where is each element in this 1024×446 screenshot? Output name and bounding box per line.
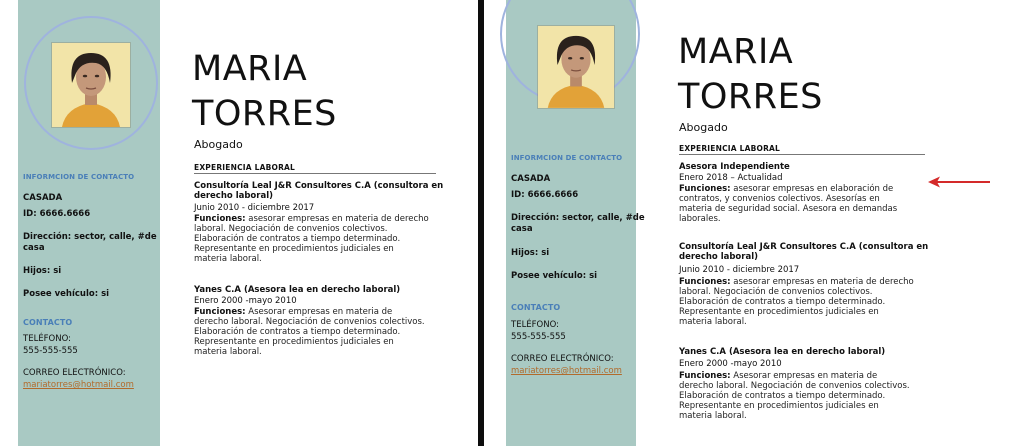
contact-info-heading: INFORMCION DE CONTACTO (511, 154, 623, 162)
section-divider (679, 154, 925, 155)
functions-label: Funciones: (679, 184, 731, 194)
name-last: TORRES (192, 94, 337, 134)
children-info: Hijos: si (511, 248, 550, 258)
name-first: MARIA (678, 32, 794, 72)
profession: Abogado (679, 121, 728, 134)
phone-label: TELÉFONO: (511, 320, 560, 330)
functions-label: Funciones: (194, 307, 246, 317)
experience-heading: EXPERIENCIA LABORAL (679, 144, 781, 153)
children-info: Hijos: si (23, 266, 62, 276)
job-description (194, 214, 429, 264)
phone-value: 555-555-555 (511, 332, 566, 342)
job-description (679, 371, 914, 421)
address-line-1: Dirección: sector, calle, #de (511, 213, 645, 223)
name-last: TORRES (678, 77, 823, 117)
job-dates: Enero 2018 – Actualidad (679, 173, 783, 183)
resume-page-before (0, 0, 478, 446)
functions-text: Asesorar empresas en materia de derecho laboral. Negociación de convenios colectivos. Elaboración de contratos a tiempo determinado. Representante en procedimientos judiciales en materia laboral. (194, 307, 425, 357)
functions-label: Funciones: (679, 371, 731, 381)
contact-heading: CONTACTO (511, 303, 561, 312)
email-label: CORREO ELECTRÓNICO: (511, 354, 614, 364)
resume-sidebar (506, 0, 645, 446)
red-arrow-icon (926, 174, 992, 190)
job-description (194, 307, 429, 357)
address-line-2: casa (511, 224, 533, 234)
address-line-1: Dirección: sector, calle, #de (23, 232, 157, 242)
profile-photo (52, 43, 130, 127)
id-number: ID: 6666.6666 (23, 209, 91, 219)
job-dates: Junio 2010 - diciembre 2017 (679, 265, 800, 275)
resume-page-after (484, 0, 1024, 446)
job-title: Asesora Independiente (679, 162, 790, 172)
contact-heading: CONTACTO (23, 318, 73, 327)
resume-sidebar (18, 0, 160, 446)
job-title: Consultoría Leal J&R Consultores C.A (consultora en derecho laboral) (194, 181, 444, 201)
job-description (679, 277, 914, 327)
job-dates: Enero 2000 -mayo 2010 (679, 359, 782, 369)
section-divider (194, 173, 436, 174)
profile-photo (538, 26, 614, 108)
vehicle-info: Posee vehículo: si (511, 271, 598, 281)
functions-label: Funciones: (194, 214, 246, 224)
job-title: Yanes C.A (Asesora lea en derecho laboral) (679, 347, 886, 357)
phone-value: 555-555-555 (23, 346, 78, 356)
job-title: Yanes C.A (Asesora lea en derecho laboral) (194, 285, 401, 295)
job-title: Consultoría Leal J&R Consultores C.A (consultora en derecho laboral) (679, 242, 929, 262)
email-label: CORREO ELECTRÓNICO: (23, 368, 126, 378)
id-number: ID: 6666.6666 (511, 190, 579, 200)
functions-text: asesorar empresas en materia de derecho laboral. Negociación de convenios colectivos. Elaboración de contratos a tiempo determinado. Representante en procedimientos judiciales en materia laboral. (679, 277, 914, 327)
phone-label: TELÉFONO: (23, 334, 72, 344)
marital-status: CASADA (511, 174, 551, 184)
job-dates: Junio 2010 - diciembre 2017 (194, 203, 315, 213)
email-link[interactable]: mariatorres@hotmail.com (511, 366, 622, 376)
contact-info-heading: INFORMCION DE CONTACTO (23, 173, 135, 181)
job-description (679, 184, 914, 224)
functions-label: Funciones: (679, 277, 731, 287)
address-line-2: casa (23, 243, 45, 253)
vehicle-info: Posee vehículo: si (23, 289, 110, 299)
profession: Abogado (194, 138, 243, 151)
email-link[interactable]: mariatorres@hotmail.com (23, 380, 134, 390)
experience-heading: EXPERIENCIA LABORAL (194, 163, 296, 172)
functions-text: Asesorar empresas en materia de derecho laboral. Negociación de convenios colectivos. Elaboración de contratos a tiempo determinado. Representante en procedimientos judiciales en materia laboral. (679, 371, 910, 421)
marital-status: CASADA (23, 193, 63, 203)
name-first: MARIA (192, 49, 308, 89)
functions-text: asesorar empresas en elaboración de contratos, y convenios colectivos. Asesorías en materia de seguridad social. Asesora en demandas laborales. (679, 184, 898, 224)
job-dates: Enero 2000 -mayo 2010 (194, 296, 297, 306)
functions-text: asesorar empresas en materia de derecho laboral. Negociación de convenios colectivos. Elaboración de contratos a tiempo determinado. Representante en procedimientos judiciales en materia laboral. (194, 214, 429, 264)
